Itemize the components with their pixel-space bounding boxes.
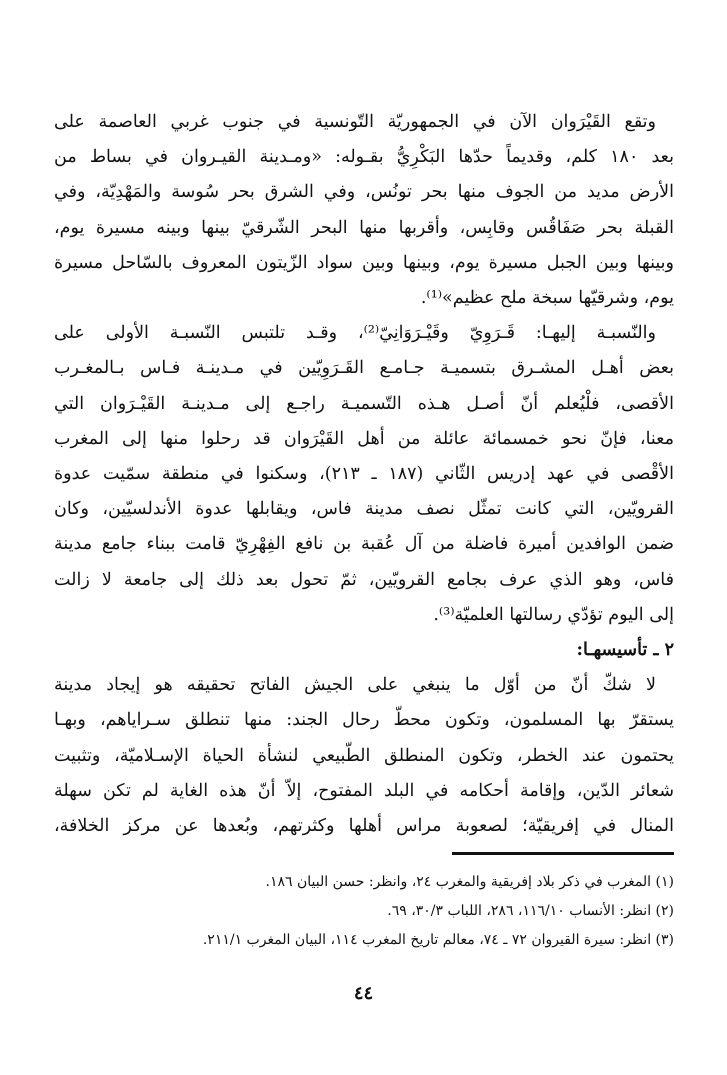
footnote-3: (٣) انظر: سيرة القيروان ٧٢ ـ ٧٤، معالم تاريخ المغرب ١١٤، البيان المغرب ٢١١/١.: [202, 932, 674, 948]
text-line: يستقرّ بها المسلمون، وتكون محطّ رحال الجند: منها تنطلق سـراياهم، وبهـا: [54, 710, 674, 731]
footnote-2: (٢) انظر: الأنساب ١١٦/١٠، ٢٨٦، اللباب ٣٠/٣، ٦٩.: [387, 903, 674, 919]
text-line: إلى اليوم تؤدّي رسالتها العلميّة⁽³⁾.: [433, 604, 674, 625]
text-line: معنا، فإنّ نحو خمسمائة عائلة من أهل القَيْرَوان قد رحلوا منها إلى المغرب: [54, 428, 674, 449]
paragraph-3: [54, 668, 674, 844]
text-line: ضمن الوافدين أميرة فاضلة من آل عُقبة بن نافع الفِهْرِيّ قامت ببناء جامع مدينة: [54, 534, 674, 555]
text-line: القرويّين، التي كانت تمثّل نصف مدينة فاس، ويقابلها عدوة الأندلسيّين، وكان: [54, 499, 674, 520]
paragraph-1: [54, 105, 674, 316]
text-line: الأقصى، فلْيُعلم أنّ أصـل هـذه التّسميـة راجـع إلى مـدينـة القَيْـرَوان التي: [54, 393, 674, 414]
text-line: بعض أهـل المشـرق بتسميـة جـامـع القَـرَوِيّين في مـدينـة فـاس بـالمغـرب: [54, 358, 674, 379]
text-line: شعائر الدّين، وإقامة أحكامه في البلد المفتوح، إلاّ أنّ هذه الغاية لم تكن سهلة: [54, 780, 674, 801]
footnote-1: (١) المغرب في ذكر بلاد إفريقية والمغرب ٢٤، وانظر: حسن البيان ١٨٦.: [265, 874, 674, 890]
text-line: لا شكّ أنّ من أوّل ما ينبغي على الجيش الفاتح تحقيقه هو إيجاد مدينة: [54, 675, 656, 696]
text-line: وتقع القَيْرَوان الآن في الجمهوريّة التّونسية في جنوب غربي العاصمة على: [54, 112, 656, 132]
text-line: المنال في إفريقيّة؛ لصعوبة مراس أهلها وكثرتهم، وبُعدها عن مركز الخلافة،: [54, 816, 674, 837]
paragraph-2: [54, 316, 674, 633]
text-line: يحتمون عند الخطر، وتكون المنطلق الطّبيعي لنشأة الحياة الإسـلاميّة، وتثبيت: [54, 745, 674, 766]
text-line: القبلة بحر صَفَاقُس وقابِس، وأقربها منها البحر الشّرقيّ بينها وبينه مسيرة يوم،: [54, 217, 674, 238]
text-line: الأقْصى في عهد إدريس الثّاني (١٨٧ ـ ٢١٣)، وسكنوا في منطقة سمّيت عدوة: [54, 464, 674, 485]
text-line: والنّسبـة إليهـا: قَـرَوِيّ وقَيْـرَوَانِيّ⁽²⁾، وقـد تلتبس النّسبـة الأولى على: [54, 323, 656, 344]
page-number: ٤٤: [353, 983, 374, 1004]
text-line: وبينها وبين الجبل مسيرة يوم، وبينها وبين سواد الزّيتون المعروف بالسّاحل مسيرة: [54, 252, 674, 273]
main-text: [54, 105, 674, 844]
footnotes: [54, 868, 674, 955]
text-line: الأرض مديد من الجوف منها بحر تونُس، وفي الشرق بحر سُوسة والمَهْدِيّة، وفي: [54, 182, 674, 203]
text-line: بعد ١٨٠ كلم، وقديماً حدّها البَكْرِيُّ بقـوله: «ومـدينة القيـروان في بساط من: [54, 147, 674, 168]
footnote-divider: [452, 852, 674, 855]
text-line: يوم، وشرقيّها سبخة ملح عظيم»⁽¹⁾.: [420, 288, 674, 309]
section-heading: ٢ ـ تأسيسهـا:: [576, 640, 674, 661]
text-line: فاس، وهو الذي عرف بجامع القرويّين، ثمّ تحول بعد ذلك إلى جامعة لا زالت: [54, 569, 674, 590]
